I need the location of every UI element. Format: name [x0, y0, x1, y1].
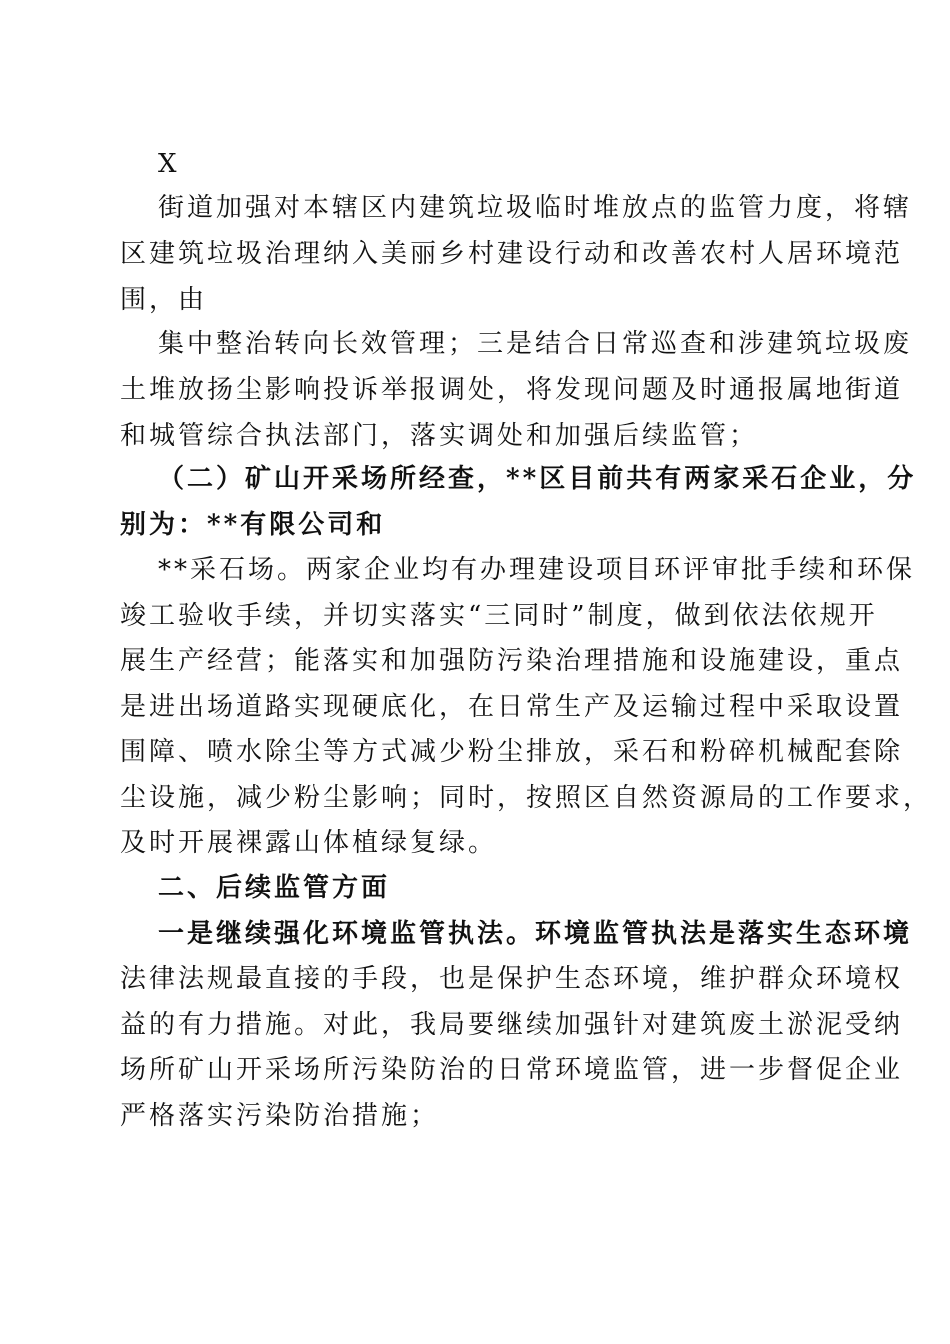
para1-line-1: 街道加强对本辖区内建筑垃圾临时堆放点的监管力度，将辖: [158, 193, 913, 223]
para4-line-4: 场所矿山开采场所污染防治的日常环境监管，进一步督促企业: [120, 1055, 904, 1085]
para3-line-2: 竣工验收手续，并切实落实“三同时”制度，做到依法依规开: [120, 601, 878, 631]
para1-line-3: 围，由: [120, 285, 208, 315]
para4-line-2: 法律法规最直接的手段，也是保护生态环境，维护群众环境权: [120, 964, 904, 994]
para3-line-1: **采石场。两家企业均有办理建设项目环评审批手续和环保: [158, 555, 916, 585]
para2-line-2: 土堆放扬尘影响投诉举报调处，将发现问题及时通报属地街道: [120, 375, 904, 405]
para3-line-3: 展生产经营；能落实和加强防污染治理措施和设施建设，重点: [120, 646, 904, 676]
heading-2: 二、后续监管方面: [158, 873, 391, 903]
para3-line-6: 尘设施，减少粉尘影响；同时，按照区自然资源局的工作要求，: [120, 783, 933, 813]
para3-line-5: 围障、喷水除尘等方式减少粉尘排放，采石和粉碎机械配套除: [120, 737, 904, 767]
marker-x: X: [158, 149, 180, 179]
section-2-line-2: 别为：**有限公司和: [120, 510, 386, 540]
para3-line-7: 及时开展裸露山体植绿复绿。: [120, 828, 498, 858]
para1-line-2: 区建筑垃圾治理纳入美丽乡村建设行动和改善农村人居环境范: [120, 239, 904, 269]
para4-line-5: 严格落实污染防治措施；: [120, 1101, 440, 1131]
para4-line-1: 一是继续强化环境监管执法。环境监管执法是落实生态环境: [158, 919, 913, 949]
para4-line-3: 益的有力措施。对此，我局要继续加强针对建筑废土淤泥受纳: [120, 1010, 904, 1040]
section-2-line-1: （二）矿山开采场所经查，**区目前共有两家采石企业，分: [158, 464, 917, 494]
para3-line-4: 是进出场道路实现硬底化，在日常生产及运输过程中采取设置: [120, 692, 904, 722]
para2-line-1: 集中整治转向长效管理；三是结合日常巡查和涉建筑垃圾废: [158, 329, 913, 359]
para2-line-3: 和城管综合执法部门，落实调处和加强后续监管；: [120, 421, 759, 451]
